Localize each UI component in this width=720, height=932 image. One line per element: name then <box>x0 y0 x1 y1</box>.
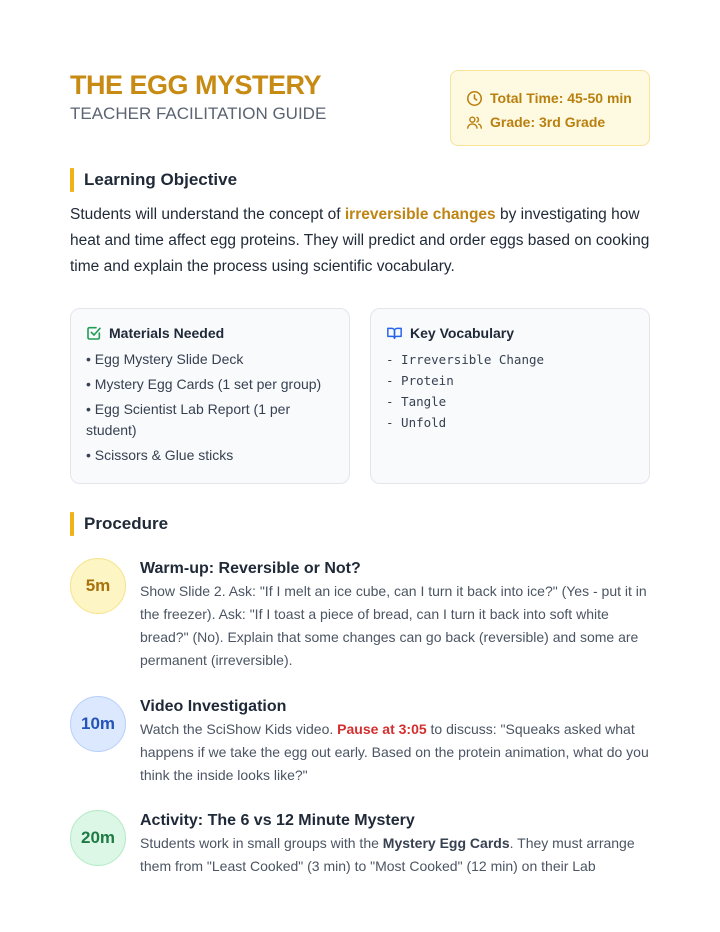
pause-emphasis: Pause at 3:05 <box>337 721 427 737</box>
list-item: - Irreversible Change <box>386 352 545 367</box>
step-text-after: . They must arrange them from "Least Cooked" (3 min) to "Most Cooked" (12 min) on their Lab <box>140 835 635 874</box>
list-item: • Scissors & Glue sticks <box>86 447 234 463</box>
step-text <box>140 718 650 787</box>
vocabulary-list <box>386 349 635 433</box>
vocabulary-card <box>370 308 650 484</box>
materials-list <box>86 349 335 466</box>
step-text-before: Watch the SciShow Kids video. <box>140 721 338 737</box>
procedure-heading-text: Procedure <box>84 514 169 533</box>
mystery-cards-emphasis: Mystery Egg Cards <box>382 835 510 851</box>
checkbox-icon <box>86 325 102 341</box>
page-title: THE EGG MYSTERY <box>70 70 322 100</box>
header <box>70 70 650 150</box>
vocabulary-card-header <box>386 325 635 341</box>
objective-text <box>70 202 660 280</box>
step-body <box>140 696 650 787</box>
vocabulary-heading: Key Vocabulary <box>410 325 515 341</box>
objective-heading <box>70 168 237 192</box>
clock-icon <box>466 90 483 107</box>
users-icon <box>466 114 483 131</box>
step-body <box>140 810 650 878</box>
page-subtitle: TEACHER FACILITATION GUIDE <box>70 104 327 123</box>
grade-row <box>466 110 649 134</box>
materials-card <box>70 308 350 484</box>
procedure-heading <box>70 512 168 536</box>
section-bar <box>70 168 74 192</box>
step-body <box>140 558 650 672</box>
step-title: Video Investigation <box>140 698 287 715</box>
objective-highlight: irreversible changes <box>344 206 496 223</box>
time-badge: 5m <box>70 558 126 614</box>
materials-heading: Materials Needed <box>109 325 225 341</box>
list-item: • Mystery Egg Cards (1 set per group) <box>86 376 322 392</box>
time-badge: 20m <box>70 810 126 866</box>
materials-card-header <box>86 325 335 341</box>
objective-text-before: Students will understand the concept of <box>70 206 345 223</box>
step-title: Activity: The 6 vs 12 Minute Mystery <box>140 812 415 829</box>
step-text-before: Students work in small groups with the <box>140 835 383 851</box>
list-item: - Unfold <box>386 415 447 430</box>
step-text <box>140 832 650 878</box>
total-time-row <box>466 86 649 110</box>
objective-text-after: by investigating how heat and time affect egg proteins. They will predict and order eggs based on cooking time and explain the process using scientific vocabulary. <box>70 206 650 275</box>
list-item: • Egg Mystery Slide Deck <box>86 351 244 367</box>
time-badge: 10m <box>70 696 126 752</box>
objective-heading-text: Learning Objective <box>84 170 238 189</box>
step-text: Show Slide 2. Ask: "If I melt an ice cube, can I turn it back into ice?" (Yes - put it in the freezer). Ask: "If I toast a piece of bread, can I turn it back into soft white bread?" (No). Explain that some changes can go back (reversible) and some are permanent (irreversible). <box>140 583 647 668</box>
section-bar <box>70 512 74 536</box>
list-item: - Tangle <box>386 394 447 409</box>
total-time-text: Total Time: 45-50 min <box>490 90 632 106</box>
step-title: Warm-up: Reversible or Not? <box>140 560 361 577</box>
list-item: - Protein <box>386 373 454 388</box>
step-text-after: to discuss: "Squeaks asked what happens if we take the egg out early. Based on the protein animation, what do you think the inside looks like?" <box>140 721 649 783</box>
info-box <box>450 70 650 146</box>
list-item: • Egg Scientist Lab Report (1 per student) <box>86 401 291 438</box>
grade-text: Grade: 3rd Grade <box>490 114 606 130</box>
open-book-icon <box>386 325 403 341</box>
